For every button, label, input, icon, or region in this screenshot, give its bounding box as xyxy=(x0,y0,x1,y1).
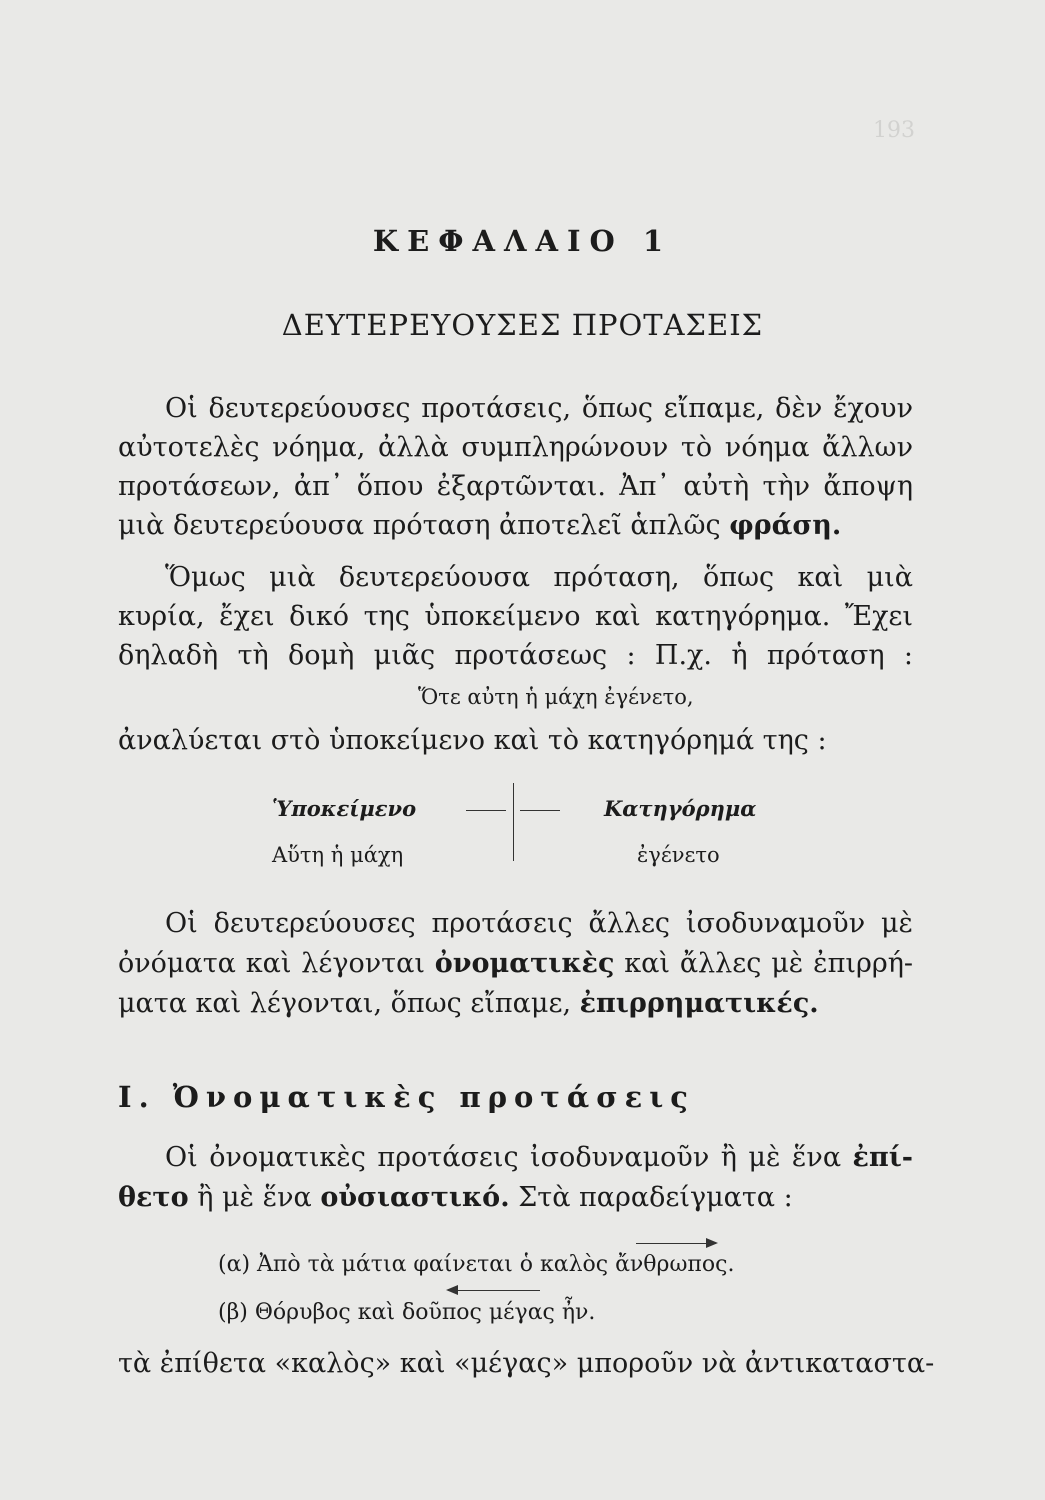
bold-term: οὐσιαστικό. xyxy=(320,1182,510,1213)
paragraph-text: ἢ μὲ ἕνα xyxy=(197,1182,312,1213)
paragraph-line: ἀναλύεται στὸ ὑποκείμενο καὶ τὸ κατηγόρημά της : xyxy=(118,725,827,756)
bold-term: ἐπιρρηματικές. xyxy=(579,988,819,1019)
bleed-through-page-number: 193 xyxy=(873,118,915,143)
table-cell-predicate: ἐγένετο xyxy=(637,843,720,867)
paragraph-text: μιὰ δευτερεύουσα πρόταση ἀποτελεῖ ἁπλῶς xyxy=(118,510,721,541)
arrow-right-icon xyxy=(636,1243,716,1244)
table-header-subject: Ὑποκείμενο xyxy=(272,796,417,821)
table-dash-right xyxy=(520,810,560,811)
paragraph-line: Οἱ δευτερεύουσες προτάσεις, ὅπως εἴπαμε, δὲν ἔχουν xyxy=(165,393,913,424)
paragraph-text: Στὰ παραδείγματα : xyxy=(518,1182,793,1213)
paragraph-line xyxy=(118,510,913,541)
bold-term: ὀνοματικὲς xyxy=(434,948,615,979)
section-heading: I. Ὀνοματικὲς προτάσεις xyxy=(118,1080,695,1114)
chapter-heading: ΚΕΦΑΛΑΙΟ 1 xyxy=(372,224,673,258)
bold-term: φράση. xyxy=(729,510,842,541)
example-sentence: Ὅτε αὐτη ἡ μάχη ἐγένετο, xyxy=(418,685,694,709)
example-a: (α) Ἀπὸ τὰ μάτια φαίνεται ὁ καλὸς ἄνθρωπος. xyxy=(218,1252,735,1277)
paragraph-text: καὶ ἄλλες μὲ ἐπιρρή- xyxy=(624,948,913,979)
table-divider xyxy=(513,783,514,861)
paragraph-line xyxy=(165,1142,913,1173)
paragraph-line: προτάσεων, ἀπ᾿ ὅπου ἐξαρτῶνται. Ἀπ᾿ αὐτὴ τὴν ἄποψη xyxy=(118,471,913,502)
page-title: ΔΕΥΤΕΡΕΥΟΥΣΕΣ ΠΡΟΤΑΣΕΙΣ xyxy=(281,308,764,342)
paragraph-line xyxy=(118,1182,913,1213)
paragraph-line: δηλαδὴ τὴ δομὴ μιᾶς προτάσεως : Π.χ. ἡ πρόταση : xyxy=(118,640,913,671)
paragraph-line xyxy=(118,988,913,1019)
paragraph-line: Οἱ δευτερεύουσες προτάσεις ἄλλες ἰσοδυναμοῦν μὲ xyxy=(165,908,913,939)
paragraph-line: αὐτοτελὲς νόημα, ἀλλὰ συμπληρώνουν τὸ νόημα ἄλλων xyxy=(118,432,913,463)
bold-term: θετο xyxy=(118,1182,189,1213)
paragraph-text: ὀνόματα καὶ λέγονται xyxy=(118,948,425,979)
arrow-left-icon xyxy=(448,1290,540,1291)
example-b: (β) Θόρυβος καὶ δοῦπος μέγας ἦν. xyxy=(218,1300,596,1325)
table-cell-subject: Αὕτη ἡ μάχη xyxy=(272,843,404,867)
paragraph-text: Οἱ ὀνοματικὲς προτάσεις ἰσοδυναμοῦν ἢ μὲ ἕνα xyxy=(165,1142,842,1173)
table-dash-left xyxy=(466,810,506,811)
bold-term: ἐπί- xyxy=(852,1142,913,1173)
paragraph-text: ματα καὶ λέγονται, ὅπως εἴπαμε, xyxy=(118,988,572,1019)
paragraph-line: Ὅμως μιὰ δευτερεύουσα πρόταση, ὅπως καὶ μιὰ xyxy=(165,562,913,593)
paragraph-line: κυρία, ἔχει δικό της ὑποκείμενο καὶ κατηγόρημα. Ἔχει xyxy=(118,601,913,632)
paragraph-line: τὰ ἐπίθετα «καλὸς» καὶ «μέγας» μποροῦν νὰ ἀντικαταστα- xyxy=(118,1348,935,1379)
paragraph-line xyxy=(118,948,913,979)
table-header-predicate: Κατηγόρημα xyxy=(604,796,757,821)
